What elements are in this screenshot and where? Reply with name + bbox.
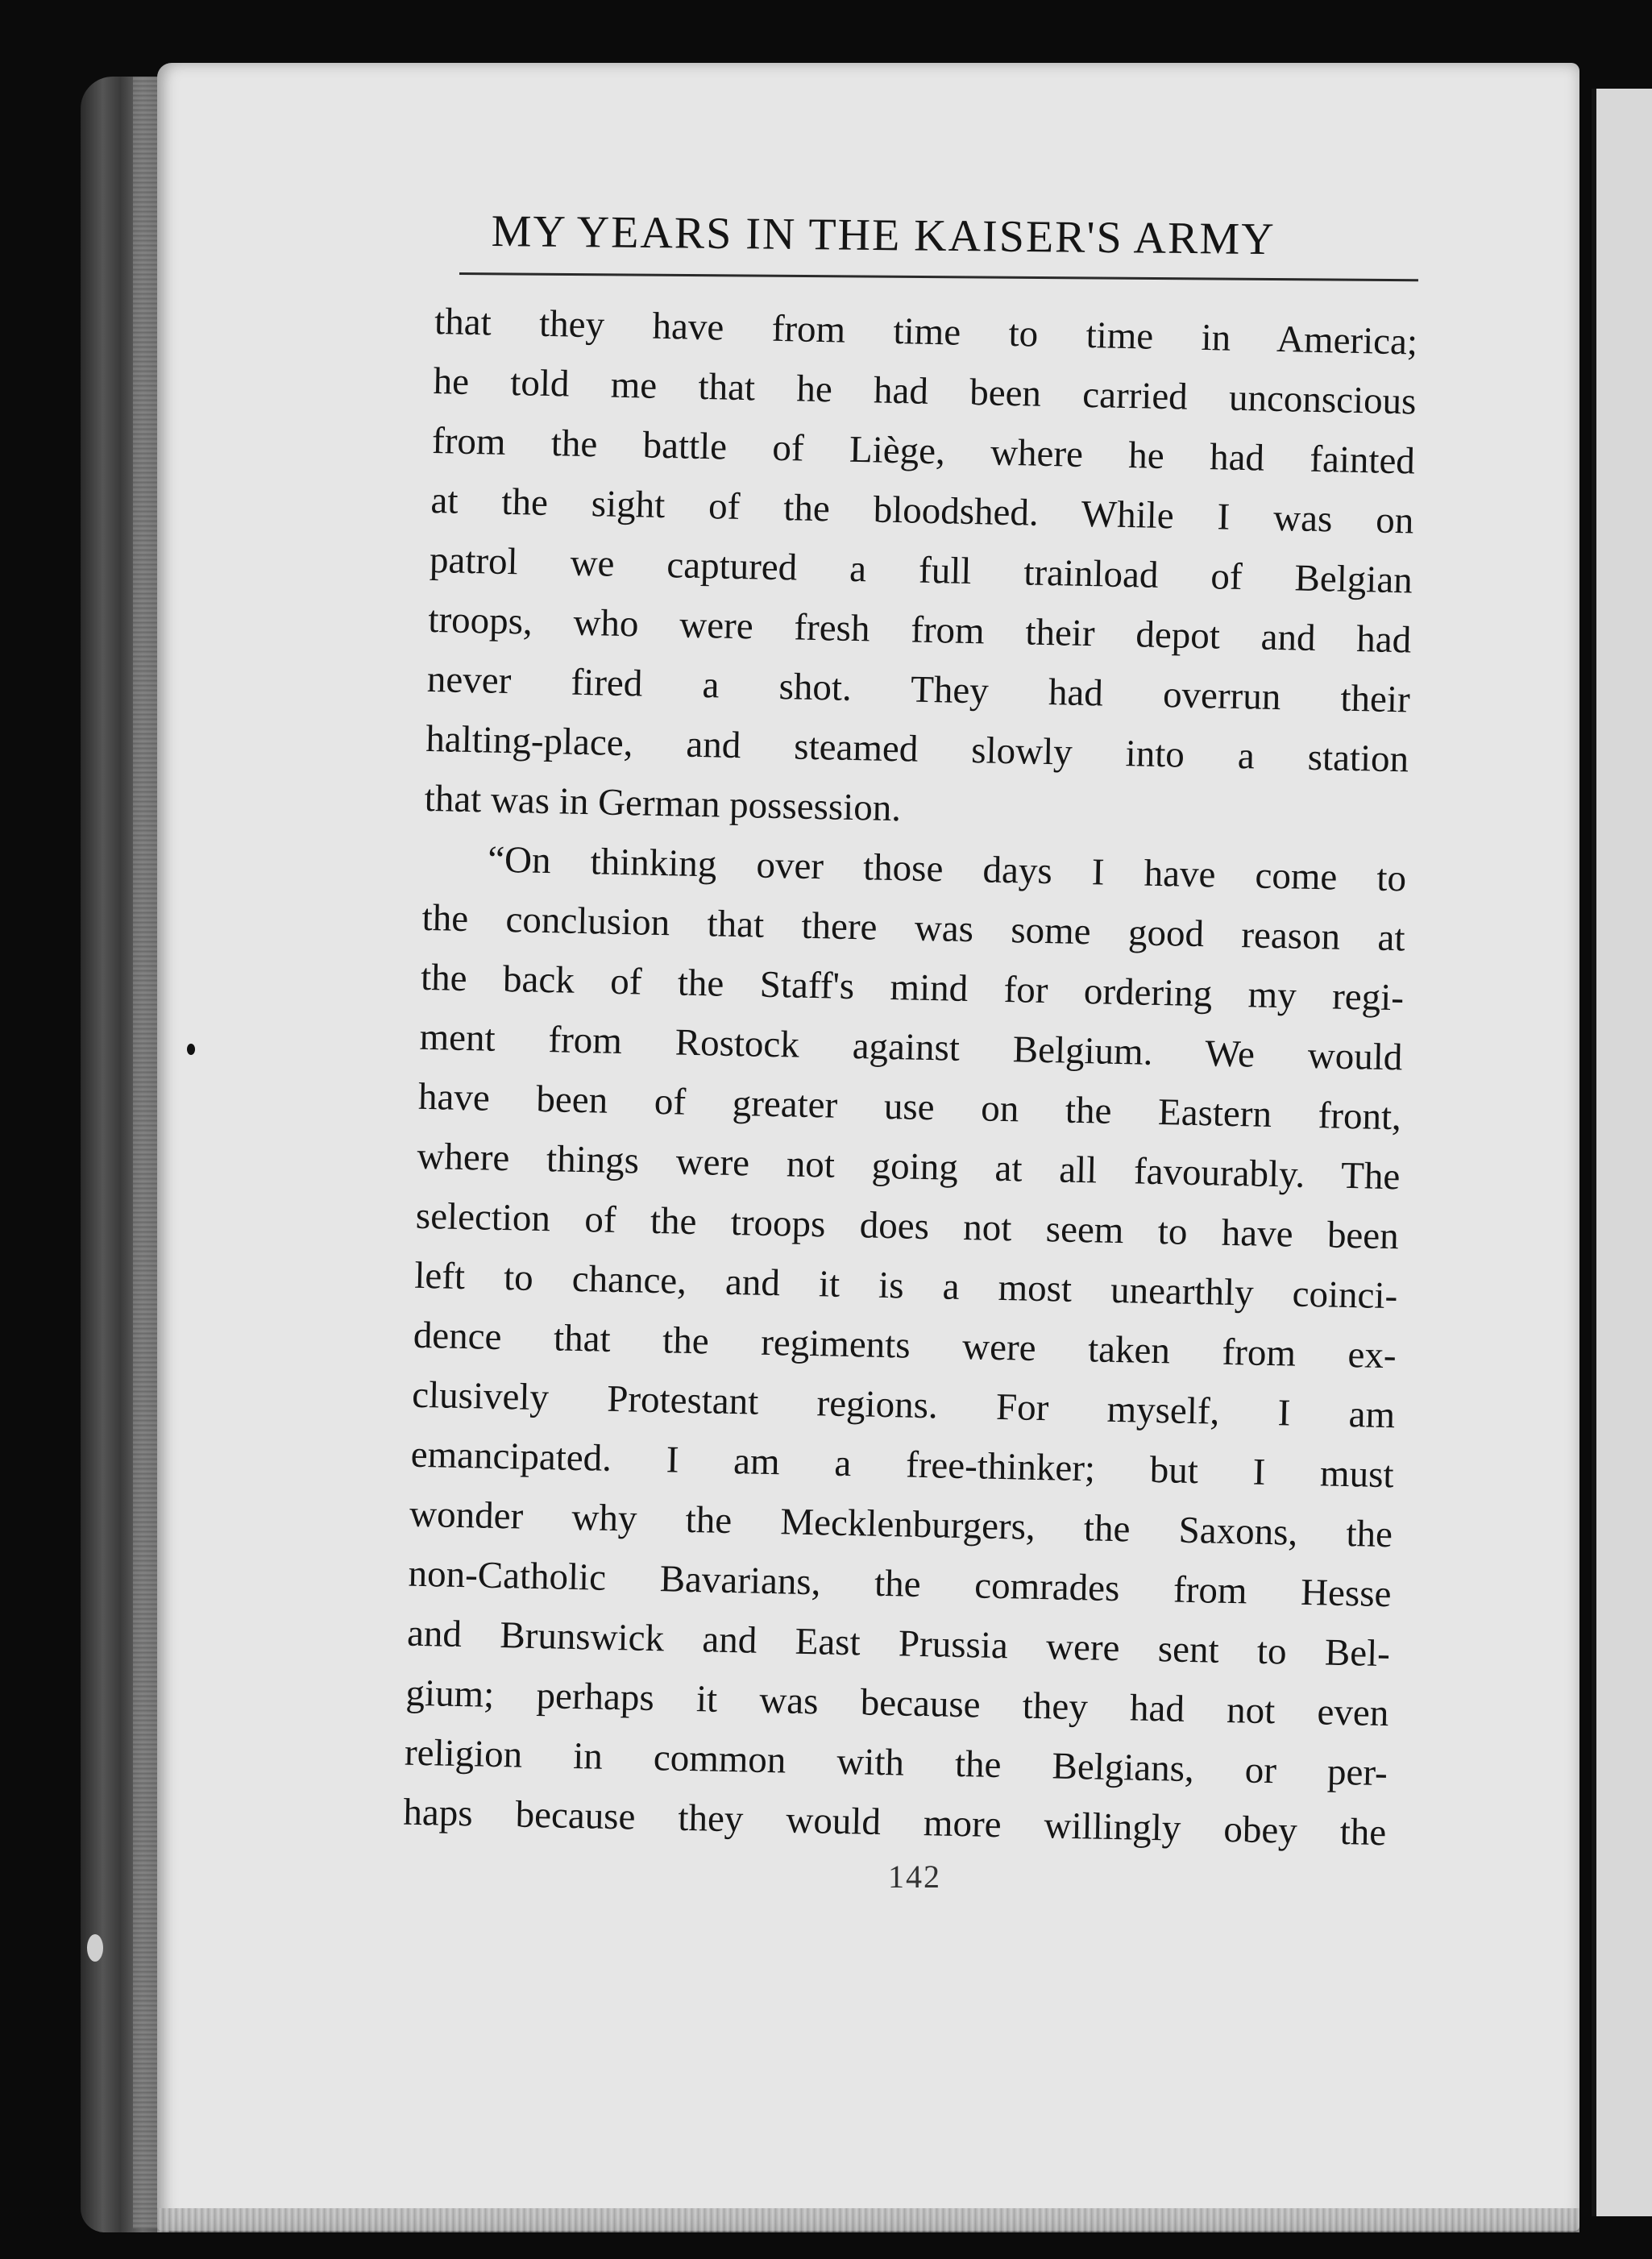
ink-speck: [187, 1044, 195, 1055]
text-line: that they have from time to time in America;: [434, 300, 1418, 363]
text-line: that was in German possession.: [424, 777, 902, 830]
text-line: patrol we captured a full trainload of Belgian: [429, 538, 1413, 602]
running-head: MY YEARS IN THE KAISER'S ARMY: [491, 206, 1276, 265]
text-line: at the sight of the bloodshed. While I was on: [430, 479, 1414, 542]
text-line: have been of greater use on the Eastern front,: [417, 1075, 1402, 1139]
text-line: non-Catholic Bavarians, the comrades from Hesse: [408, 1552, 1392, 1616]
right-page-edge: [1592, 89, 1652, 2216]
text-line: haps because they would more willingly obey the: [402, 1791, 1387, 1854]
text-line: halting-place, and steamed slowly into a station: [425, 717, 1409, 781]
body-text: [403, 292, 1418, 1862]
page-number: 142: [888, 1858, 941, 1895]
text-line: from the battle of Liège, where he had fainted: [431, 419, 1416, 483]
text-line: emancipated. I am a free-thinker; but I must: [410, 1433, 1395, 1497]
text-line: religion in common with the Belgians, or per-: [404, 1731, 1388, 1795]
text-line: troops, who were fresh from their depot and had: [427, 598, 1412, 662]
text-line: never fired a shot. They had overrun their: [426, 658, 1411, 721]
page-bottom-edge: [157, 2208, 1579, 2232]
text-line: the conclusion that there was some good reason at: [421, 896, 1406, 960]
paper-tear: [87, 1934, 103, 1962]
text-line: wonder why the Mecklenburgers, the Saxons, the: [409, 1493, 1393, 1556]
text-line: dence that the regiments were taken from ex-: [413, 1314, 1397, 1377]
text-line: “On thinking over those days I have come to: [487, 838, 1407, 900]
page-block-edge: [133, 77, 157, 2228]
text-line: clusively Protestant regions. For myself, I am: [411, 1373, 1396, 1437]
text-line: the back of the Staff's mind for ordering my regi-: [420, 956, 1405, 1019]
text-line: ment from Rostock against Belgium. We would: [419, 1015, 1403, 1079]
text-line: selection of the troops does not seem to have been: [415, 1194, 1400, 1258]
text-line: left to chance, and it is a most unearthly coinci-: [413, 1254, 1398, 1318]
text-line: where things were not going at all favourably. The: [416, 1135, 1401, 1198]
text-line: and Brunswick and East Prussia were sent to Bel-: [406, 1612, 1391, 1676]
text-line: gium; perhaps it was because they had not even: [405, 1671, 1389, 1735]
text-line: he told me that he had been carried unconscious: [433, 359, 1417, 423]
